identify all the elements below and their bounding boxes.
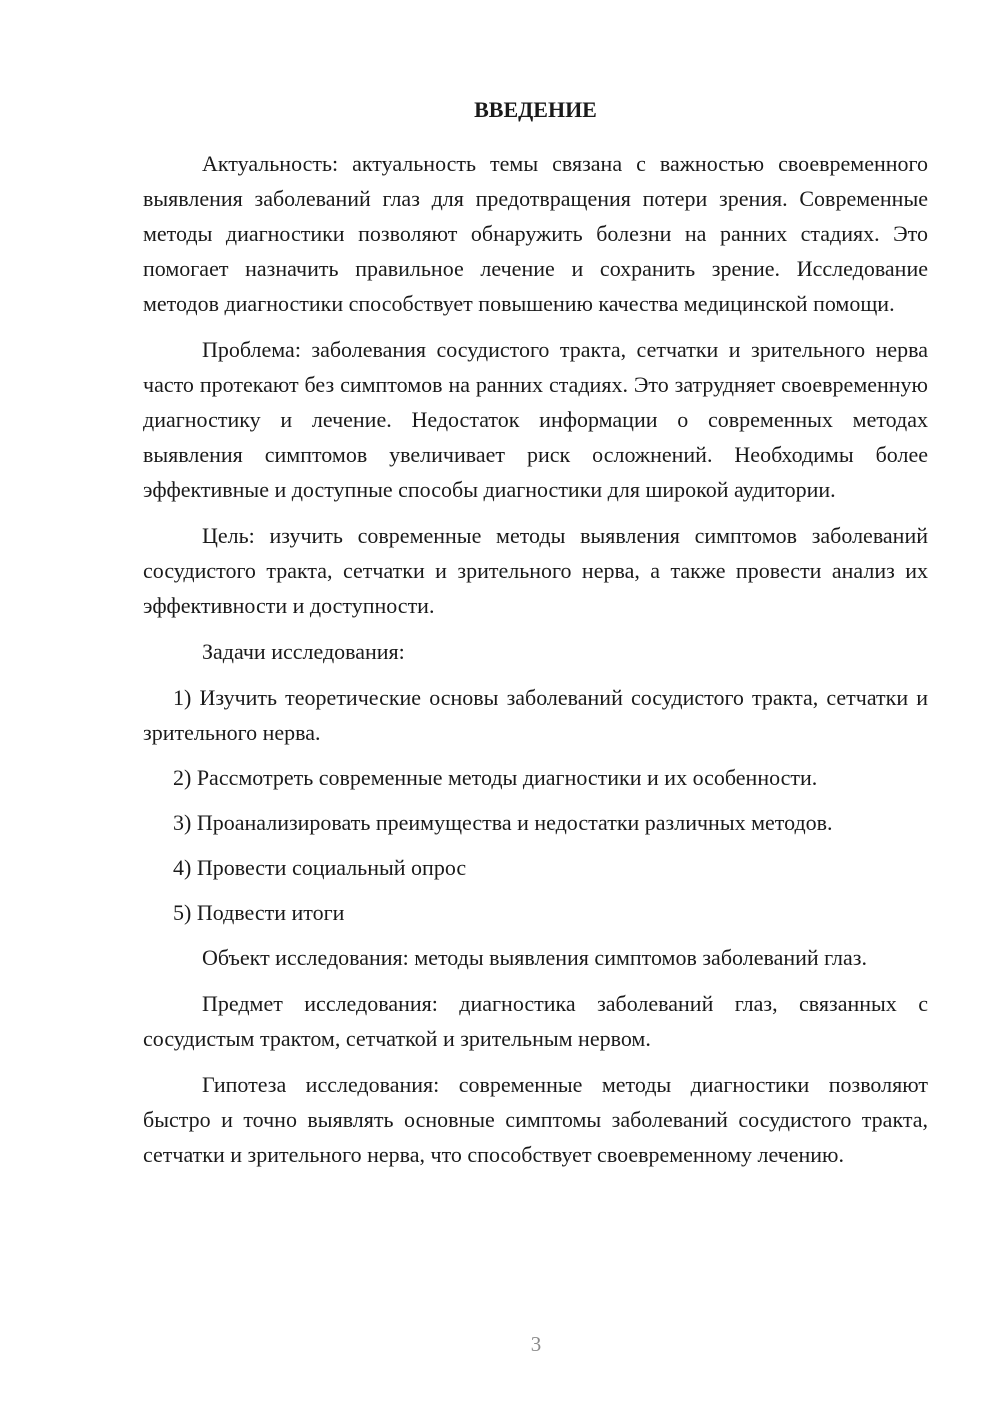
list-item: 3) Проанализировать преимущества и недостатки различных методов. — [173, 810, 833, 835]
list-item: 4) Провести социальный опрос — [173, 855, 467, 880]
paragraph-relevance: Актуальность: актуальность темы связана с важностью своевременного выявления заболеваний глаз для предотвращения потери зрения. Современные методы диагностики позволяют обнаружить болезни на ранних стадиях. Это помогает назначить правильное лечение и сохранить зрение. Исследование методов диагностики способствует повышению качества медицинской помощи. — [143, 151, 928, 316]
paragraph-subject: Предмет исследования: диагностика заболеваний глаз, связанных с сосудистым трактом, сетчаткой и зрительным нервом. — [143, 991, 928, 1051]
paragraph-problem: Проблема: заболевания сосудистого тракта, сетчатки и зрительного нерва часто протекают без симптомов на ранних стадиях. Это затрудняет своевременную диагностику и лечение. Недостаток информации о современных методах выявления симптомов увеличивает риск осложнений. Необходимы более эффективные и доступные способы диагностики для широкой аудитории. — [143, 337, 928, 502]
list-item: 2) Рассмотреть современные методы диагностики и их особенности. — [173, 765, 818, 790]
document-page — [143, 92, 928, 1183]
paragraph-goal: Цель: изучить современные методы выявления симптомов заболеваний сосудистого тракта, сетчатки и зрительного нерва, а также провести анализ их эффективности и доступности. — [143, 523, 928, 618]
list-item: 5) Подвести итоги — [173, 900, 345, 925]
tasks-heading: Задачи исследования: — [202, 639, 405, 664]
page-title: ВВЕДЕНИЕ — [474, 97, 597, 122]
list-item: 1) Изучить теоретические основы заболеваний сосудистого тракта, сетчатки и зрительного нерва. — [143, 685, 928, 745]
tasks-list — [143, 680, 928, 930]
paragraph-hypothesis: Гипотеза исследования: современные методы диагностики позволяют быстро и точно выявлять основные симптомы заболеваний сосудистого тракта, сетчатки и зрительного нерва, что способствует своевременному лечению. — [143, 1072, 928, 1167]
page-number: 3 — [530, 1332, 542, 1356]
paragraph-object: Объект исследования: методы выявления симптомов заболеваний глаз. — [202, 945, 867, 970]
